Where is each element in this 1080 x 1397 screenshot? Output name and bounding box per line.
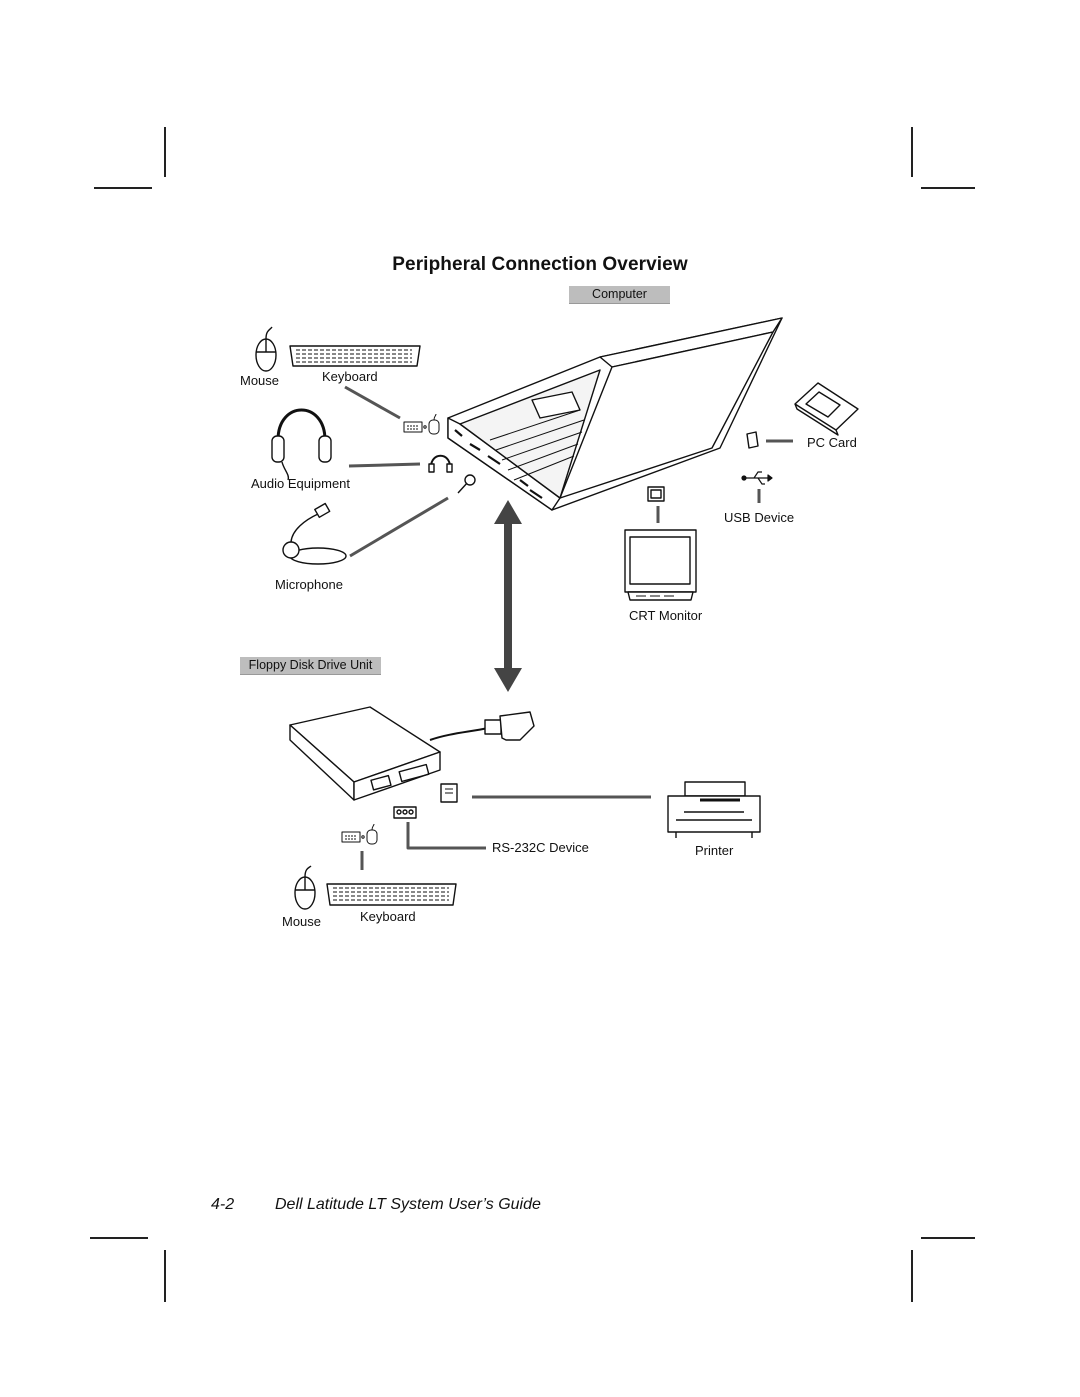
keyboard-mouse-port-icon bbox=[404, 414, 439, 434]
pc-card-icon bbox=[795, 383, 858, 435]
page-footer bbox=[211, 1196, 541, 1214]
printer-icon bbox=[668, 782, 760, 838]
keyboard-mouse-port-bottom-icon bbox=[342, 824, 377, 844]
pc-card-label: PC Card bbox=[807, 435, 857, 450]
monitor-port-icon bbox=[648, 487, 664, 501]
connection-double-arrow bbox=[494, 500, 522, 692]
keyboard-bottom-icon bbox=[327, 884, 456, 905]
mouse-bottom-icon bbox=[295, 866, 315, 909]
floppy-drive-icon bbox=[290, 707, 534, 800]
printer-label: Printer bbox=[695, 843, 734, 858]
headphone-jack-icon bbox=[429, 456, 452, 472]
microphone-jack-icon bbox=[458, 475, 475, 493]
serial-port-icon bbox=[394, 807, 416, 818]
crt-monitor-icon bbox=[625, 530, 696, 600]
page-title: Peripheral Connection Overview bbox=[392, 254, 688, 275]
page-number: 4-2 bbox=[211, 1196, 235, 1213]
keyboard-top-label: Keyboard bbox=[322, 369, 378, 384]
headphones-icon bbox=[272, 410, 331, 480]
laptop-illustration bbox=[448, 318, 782, 510]
rs232c-device-label: RS-232C Device bbox=[492, 840, 589, 855]
keyboard-bottom-label: Keyboard bbox=[360, 909, 416, 924]
mouse-bottom-label: Mouse bbox=[282, 914, 322, 929]
crt-monitor-label: CRT Monitor bbox=[629, 608, 703, 623]
usb-symbol-icon bbox=[742, 472, 772, 484]
microphone-icon bbox=[283, 504, 346, 564]
printer-port-icon bbox=[441, 784, 457, 802]
keyboard-top-icon bbox=[290, 346, 420, 366]
computer-tag: Computer bbox=[569, 286, 670, 304]
audio-equipment-label: Audio Equipment bbox=[251, 476, 351, 491]
guide-title: Dell Latitude LT System User’s Guide bbox=[275, 1196, 541, 1213]
microphone-label: Microphone bbox=[275, 577, 343, 592]
mouse-top-label: Mouse bbox=[240, 373, 280, 388]
mouse-top-icon bbox=[256, 327, 276, 371]
floppy-disk-drive-unit-tag: Floppy Disk Drive Unit bbox=[240, 657, 381, 675]
pc-card-slot-icon bbox=[747, 432, 758, 448]
usb-device-label: USB Device bbox=[724, 510, 795, 525]
